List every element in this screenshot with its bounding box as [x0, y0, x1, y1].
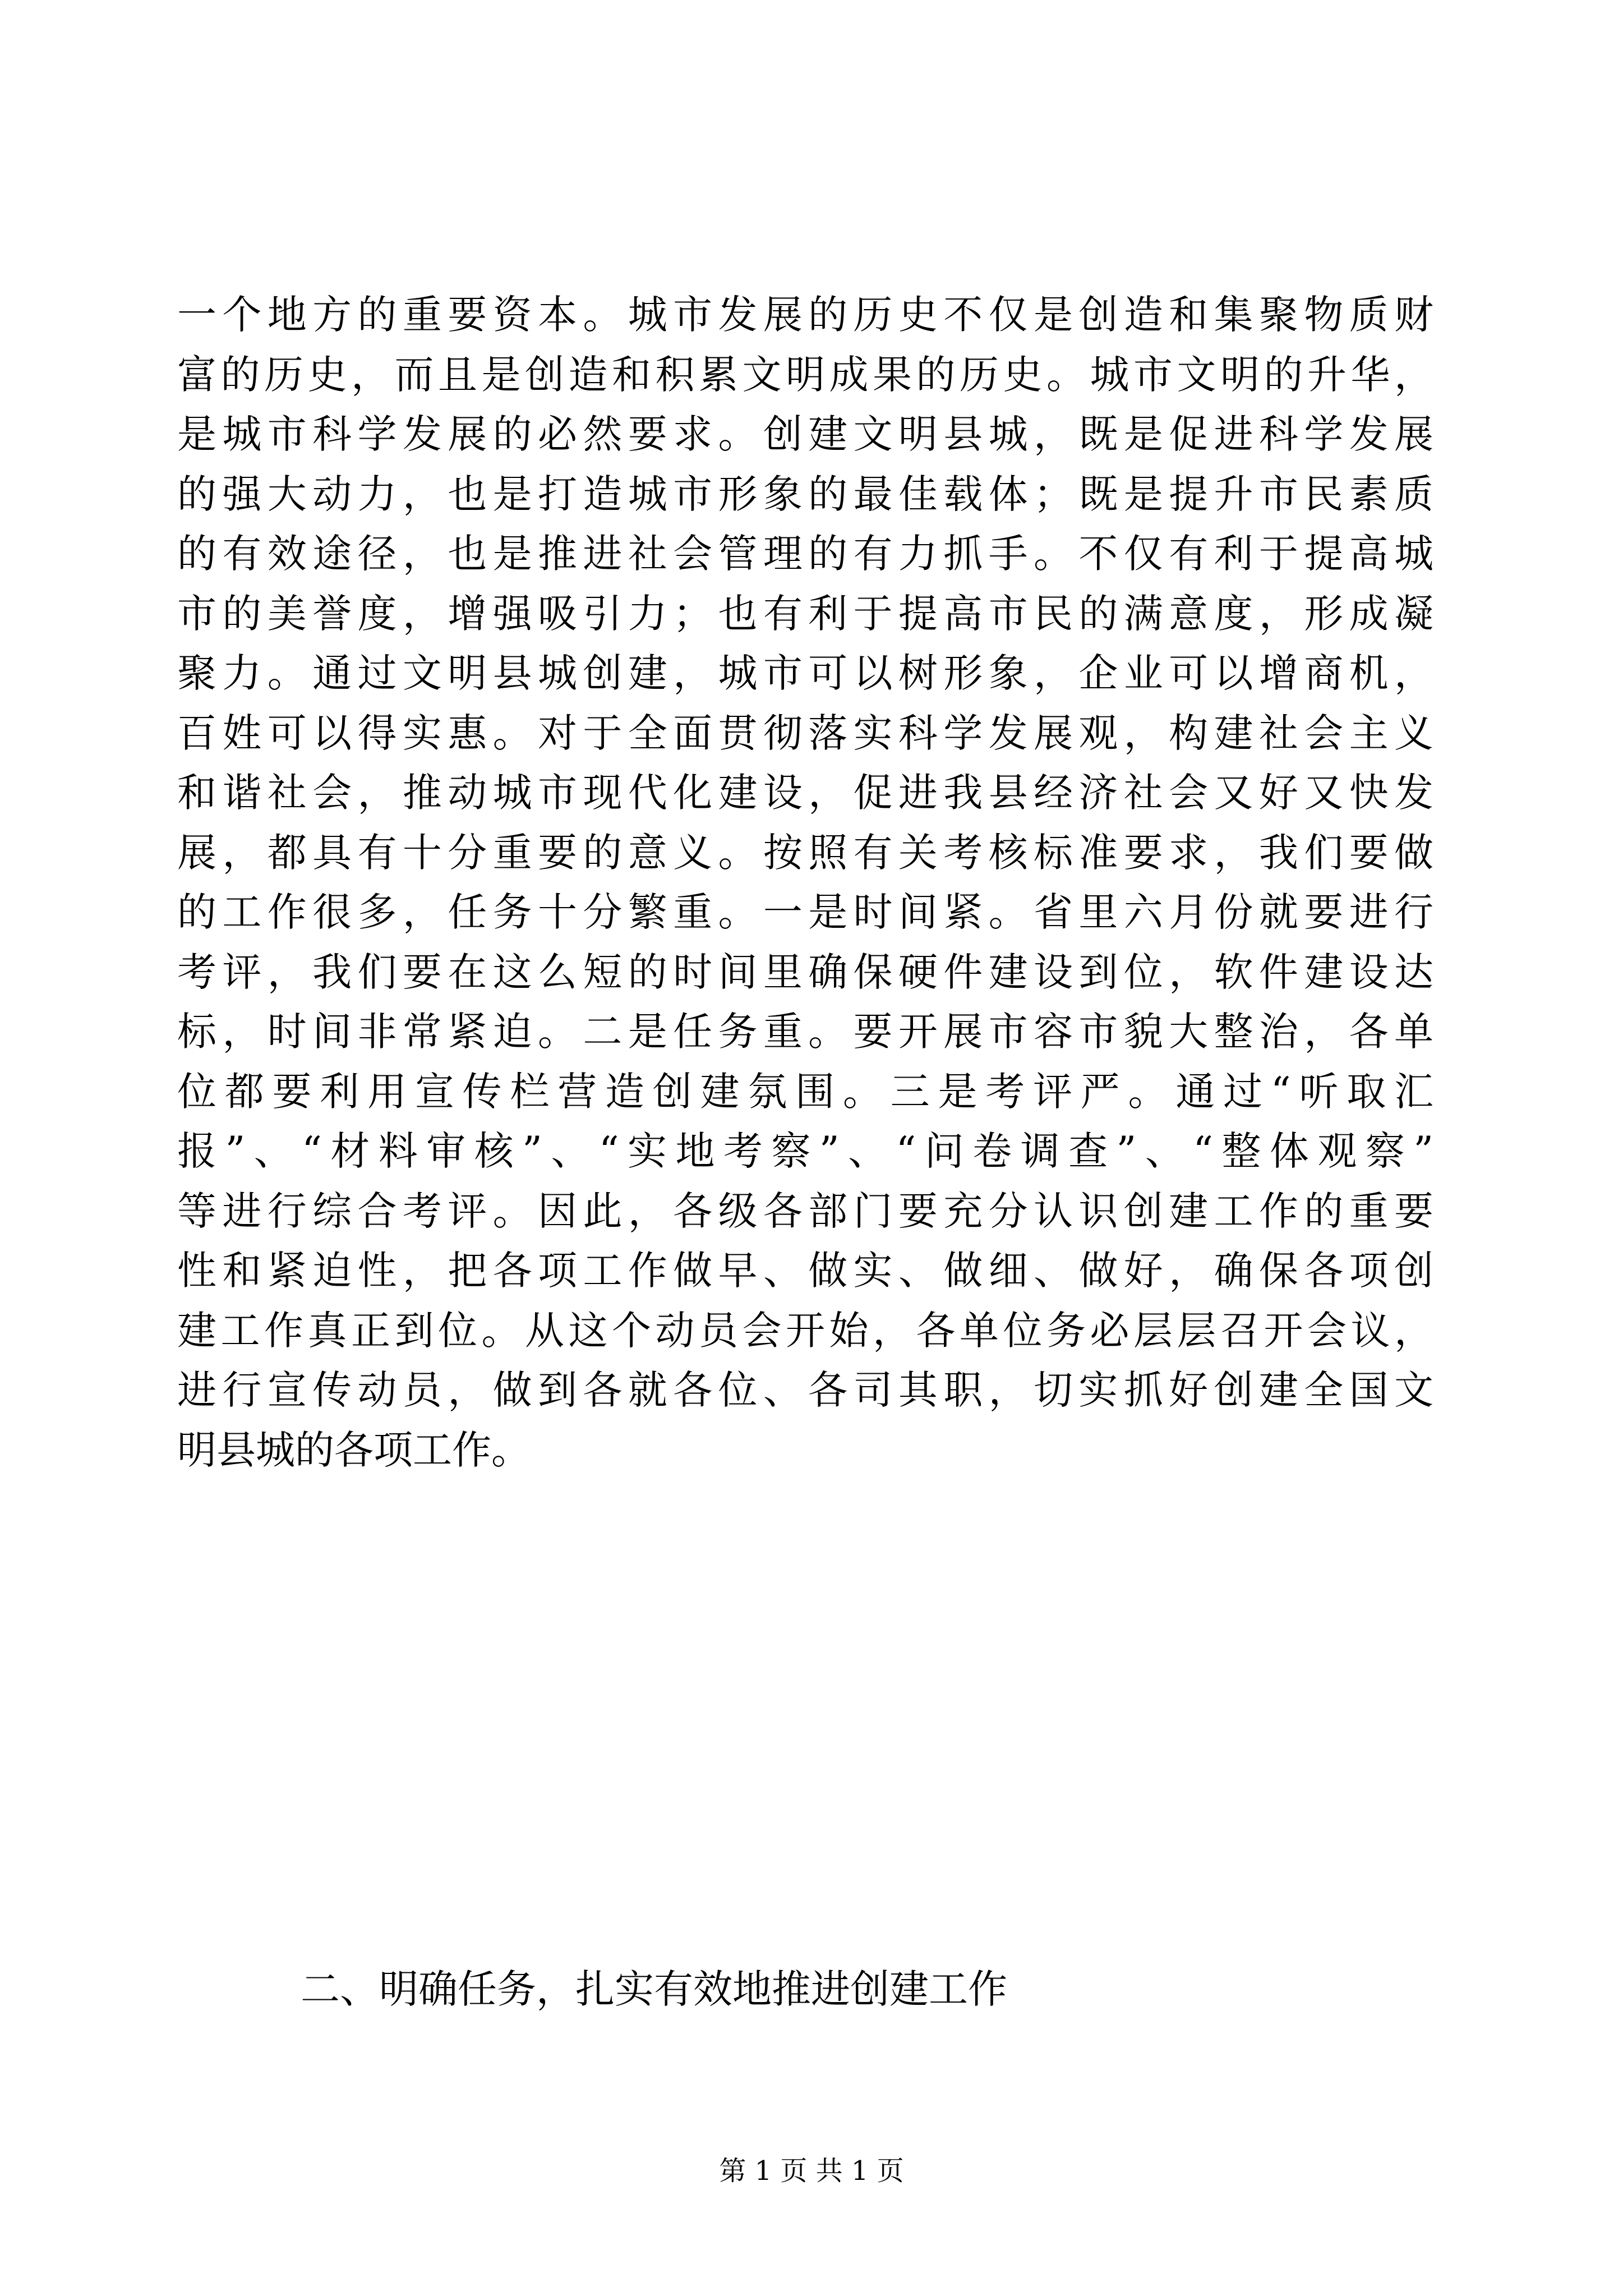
paragraph-line: 聚力。通过文明县城创建，城市可以树形象，企业可以增商机， [177, 650, 1433, 696]
paragraph-line: 的强大动力，也是打造城市形象的最佳载体；既是提升市民素质 [177, 471, 1433, 517]
body-paragraph [177, 285, 1433, 1480]
paragraph-line: 和谐社会，推动城市现代化建设，促进我县经济社会又好又快发 [177, 770, 1433, 816]
paragraph-line: 是城市科学发展的必然要求。创建文明县城，既是促进科学发展 [177, 411, 1433, 457]
paragraph-line: 等进行综合考评。因此，各级各部门要充分认识创建工作的重要 [177, 1188, 1433, 1234]
paragraph-line: 考评，我们要在这么短的时间里确保硬件建设到位，软件建设达 [177, 949, 1433, 995]
paragraph-line: 百姓可以得实惠。对于全面贯彻落实科学发展观，构建社会主义 [177, 710, 1433, 756]
paragraph-line: 一个地方的重要资本。城市发展的历史不仅是创造和集聚物质财 [177, 292, 1433, 338]
section-heading: 二、明确任务，扎实有效地推进创建工作 [301, 1966, 1007, 2012]
paragraph-line: 位都要利用宣传栏营造创建氛围。三是考评严。通过“听取汇 [177, 1068, 1433, 1115]
paragraph-line: 展，都具有十分重要的意义。按照有关考核标准要求，我们要做 [177, 829, 1433, 876]
paragraph-line: 进行宣传动员，做到各就各位、各司其职，切实抓好创建全国文 [177, 1367, 1433, 1413]
paragraph-line: 标，时间非常紧迫。二是任务重。要开展市容市貌大整治，各单 [177, 1009, 1433, 1055]
paragraph-line: 明县城的各项工作。 [177, 1427, 531, 1473]
paragraph-line: 的工作很多，任务十分繁重。一是时间紧。省里六月份就要进行 [177, 889, 1433, 935]
page-footer: 第 1 页 共 1 页 [719, 2155, 904, 2187]
paragraph-line: 性和紧迫性，把各项工作做早、做实、做细、做好，确保各项创 [177, 1248, 1433, 1294]
paragraph-line: 建工作真正到位。从这个动员会开始，各单位务必层层召开会议， [177, 1307, 1433, 1354]
paragraph-line: 富的历史，而且是创造和积累文明成果的历史。城市文明的升华， [177, 351, 1433, 398]
paragraph-line: 报”、“材料审核”、“实地考察”、“问卷调查”、“整体观察” [177, 1128, 1433, 1174]
paragraph-line: 市的美誉度，增强吸引力；也有利于提高市民的满意度，形成凝 [177, 590, 1433, 637]
paragraph-line: 的有效途径，也是推进社会管理的有力抓手。不仅有利于提高城 [177, 531, 1433, 577]
